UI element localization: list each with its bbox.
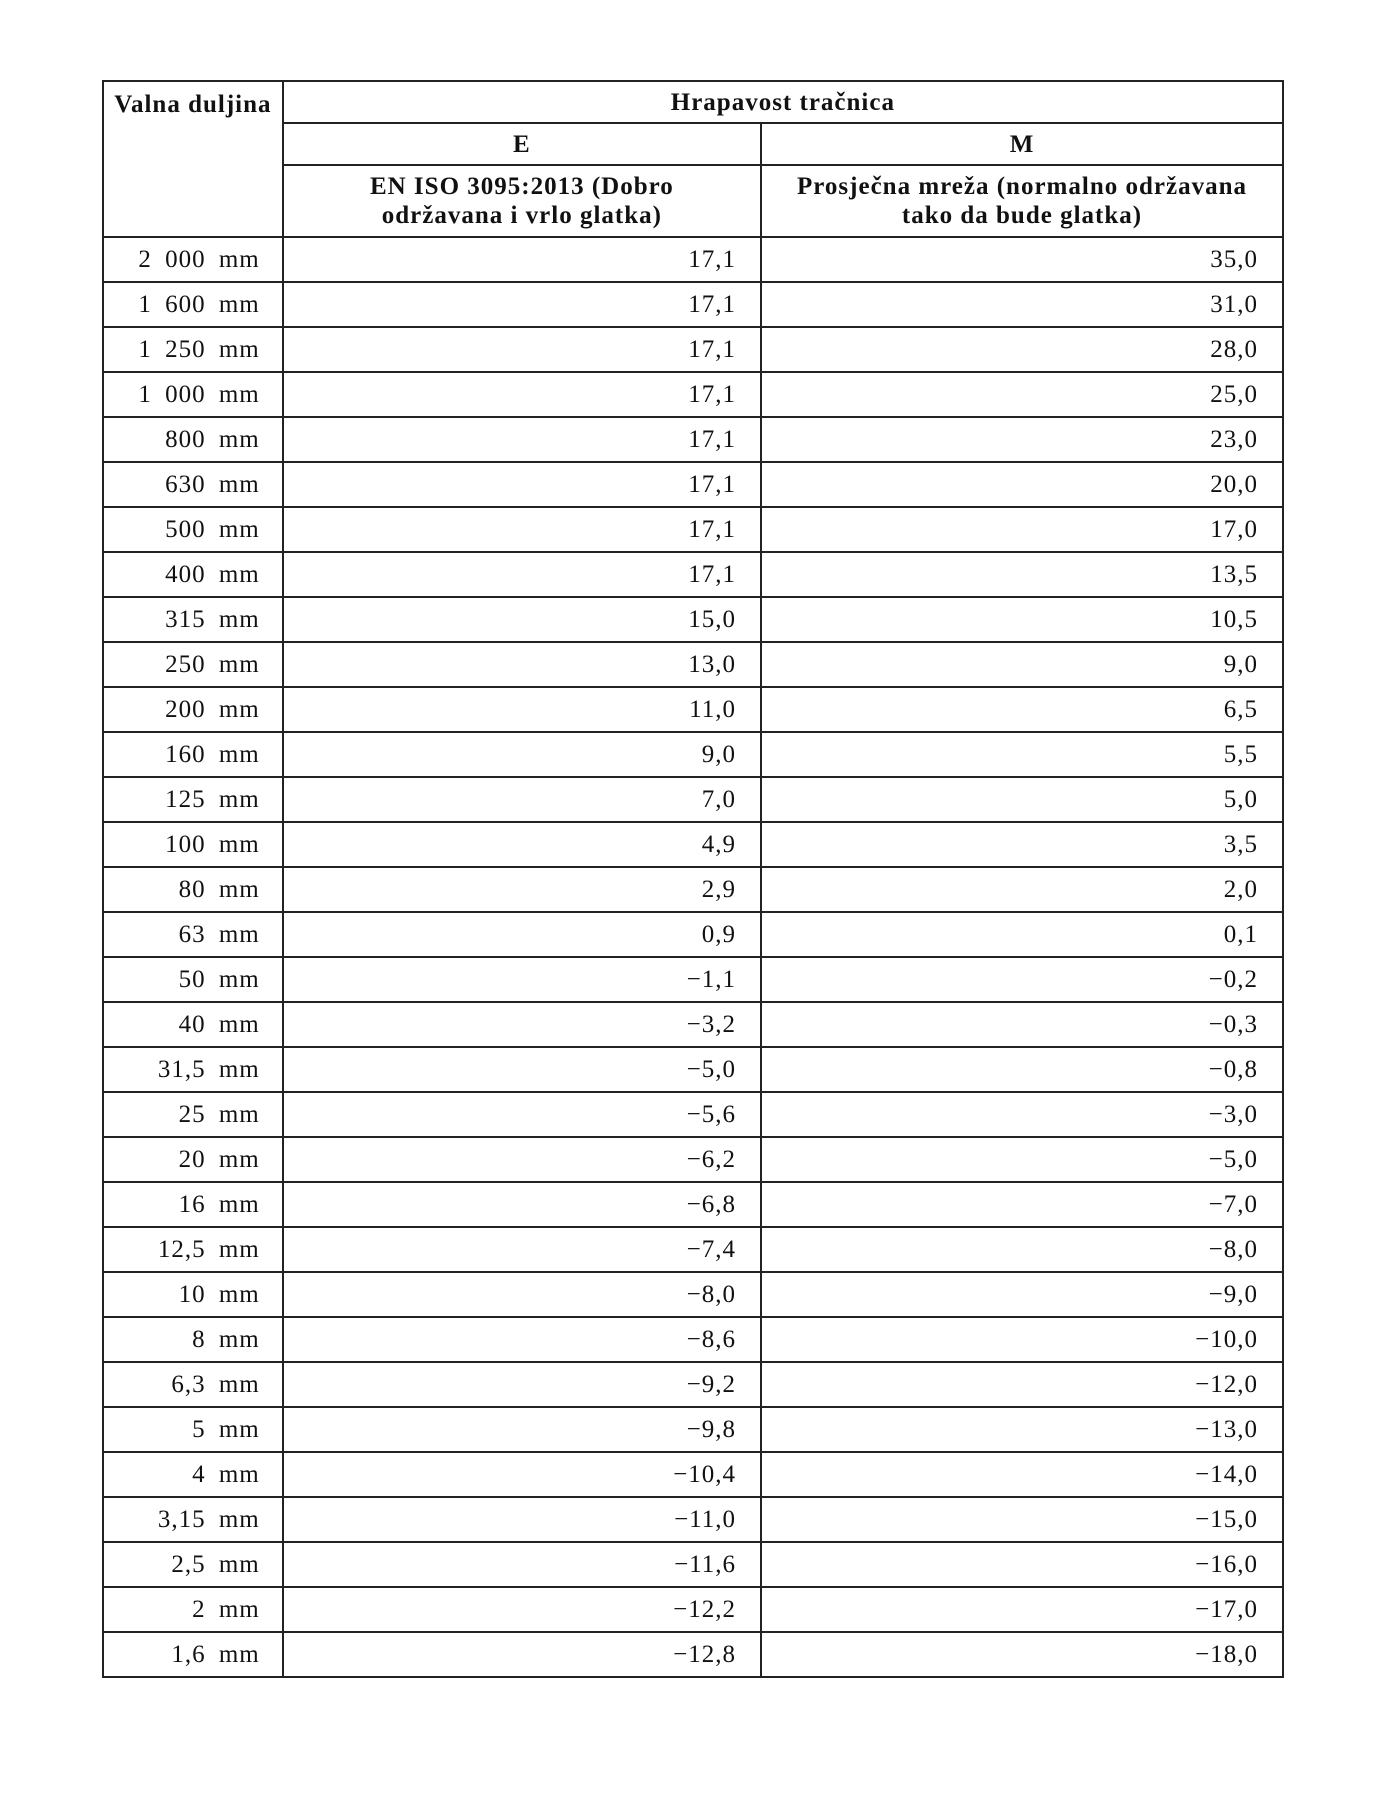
cell-m-value: −14,0 <box>761 1452 1283 1497</box>
cell-wavelength: 3,15 mm <box>103 1497 283 1542</box>
header-col-e: E <box>283 123 761 165</box>
cell-e-value: 17,1 <box>283 552 761 597</box>
table-row <box>103 1632 1283 1677</box>
cell-m-value: 10,5 <box>761 597 1283 642</box>
cell-e-value: −5,6 <box>283 1092 761 1137</box>
table-row <box>103 642 1283 687</box>
cell-m-value: −0,2 <box>761 957 1283 1002</box>
cell-e-value: −7,4 <box>283 1227 761 1272</box>
table-row <box>103 1272 1283 1317</box>
cell-e-value: 17,1 <box>283 507 761 552</box>
header-rail-roughness: Hrapavost tračnica <box>283 81 1283 123</box>
cell-e-value: −12,2 <box>283 1587 761 1632</box>
cell-e-value: −10,4 <box>283 1452 761 1497</box>
table-body <box>103 237 1283 1677</box>
cell-wavelength: 2 000 mm <box>103 237 283 282</box>
cell-m-value: 2,0 <box>761 867 1283 912</box>
table-row <box>103 462 1283 507</box>
cell-e-value: 7,0 <box>283 777 761 822</box>
cell-m-value: 9,0 <box>761 642 1283 687</box>
cell-e-value: −6,8 <box>283 1182 761 1227</box>
cell-m-value: −8,0 <box>761 1227 1283 1272</box>
table-row <box>103 912 1283 957</box>
cell-m-value: −17,0 <box>761 1587 1283 1632</box>
cell-e-value: 9,0 <box>283 732 761 777</box>
table-row <box>103 732 1283 777</box>
cell-wavelength: 630 mm <box>103 462 283 507</box>
cell-m-value: −3,0 <box>761 1092 1283 1137</box>
cell-e-value: −12,8 <box>283 1632 761 1677</box>
cell-wavelength: 315 mm <box>103 597 283 642</box>
cell-e-value: −8,6 <box>283 1317 761 1362</box>
cell-wavelength: 63 mm <box>103 912 283 957</box>
cell-wavelength: 10 mm <box>103 1272 283 1317</box>
cell-e-value: 13,0 <box>283 642 761 687</box>
cell-m-value: −18,0 <box>761 1632 1283 1677</box>
cell-e-value: 0,9 <box>283 912 761 957</box>
cell-e-value: 17,1 <box>283 327 761 372</box>
cell-m-value: 6,5 <box>761 687 1283 732</box>
table-row <box>103 1002 1283 1047</box>
cell-wavelength: 800 mm <box>103 417 283 462</box>
cell-m-value: 20,0 <box>761 462 1283 507</box>
cell-e-value: −5,0 <box>283 1047 761 1092</box>
table-row <box>103 1137 1283 1182</box>
header-col-m: M <box>761 123 1283 165</box>
cell-m-value: −16,0 <box>761 1542 1283 1587</box>
cell-e-value: −11,0 <box>283 1497 761 1542</box>
cell-e-value: −9,8 <box>283 1407 761 1452</box>
table-row <box>103 1452 1283 1497</box>
table-row <box>103 1542 1283 1587</box>
cell-e-value: 2,9 <box>283 867 761 912</box>
cell-e-value: 11,0 <box>283 687 761 732</box>
cell-wavelength: 125 mm <box>103 777 283 822</box>
table-row <box>103 1407 1283 1452</box>
cell-e-value: −11,6 <box>283 1542 761 1587</box>
table-row <box>103 1182 1283 1227</box>
cell-wavelength: 12,5 mm <box>103 1227 283 1272</box>
cell-wavelength: 1 250 mm <box>103 327 283 372</box>
table-row <box>103 1047 1283 1092</box>
cell-m-value: 28,0 <box>761 327 1283 372</box>
table-row <box>103 1227 1283 1272</box>
table-row <box>103 552 1283 597</box>
cell-wavelength: 200 mm <box>103 687 283 732</box>
cell-e-value: 17,1 <box>283 462 761 507</box>
cell-m-value: −5,0 <box>761 1137 1283 1182</box>
cell-m-value: −0,8 <box>761 1047 1283 1092</box>
cell-wavelength: 20 mm <box>103 1137 283 1182</box>
table-row <box>103 1092 1283 1137</box>
cell-m-value: 25,0 <box>761 372 1283 417</box>
cell-m-value: −10,0 <box>761 1317 1283 1362</box>
cell-m-value: 23,0 <box>761 417 1283 462</box>
cell-m-value: 31,0 <box>761 282 1283 327</box>
table-row <box>103 777 1283 822</box>
cell-m-value: 3,5 <box>761 822 1283 867</box>
header-col-e-desc: EN ISO 3095:2013 (Dobro održavana i vrlo glatka) <box>283 165 761 237</box>
cell-wavelength: 400 mm <box>103 552 283 597</box>
cell-e-value: 17,1 <box>283 282 761 327</box>
cell-e-value: −6,2 <box>283 1137 761 1182</box>
cell-wavelength: 16 mm <box>103 1182 283 1227</box>
cell-m-value: −0,3 <box>761 1002 1283 1047</box>
table-row <box>103 957 1283 1002</box>
cell-wavelength: 5 mm <box>103 1407 283 1452</box>
cell-m-value: −15,0 <box>761 1497 1283 1542</box>
cell-wavelength: 8 mm <box>103 1317 283 1362</box>
cell-m-value: 13,5 <box>761 552 1283 597</box>
header-wavelength: Valna duljina <box>103 81 283 237</box>
table-row <box>103 687 1283 732</box>
rail-roughness-table <box>102 80 1284 1678</box>
header-col-m-desc: Prosječna mreža (normalno održavana tako da bude glatka) <box>761 165 1283 237</box>
cell-e-value: 17,1 <box>283 372 761 417</box>
cell-m-value: 5,0 <box>761 777 1283 822</box>
cell-wavelength: 2 mm <box>103 1587 283 1632</box>
table-row <box>103 327 1283 372</box>
cell-m-value: 0,1 <box>761 912 1283 957</box>
table-row <box>103 417 1283 462</box>
cell-m-value: 5,5 <box>761 732 1283 777</box>
table-row <box>103 237 1283 282</box>
cell-m-value: −12,0 <box>761 1362 1283 1407</box>
cell-m-value: 35,0 <box>761 237 1283 282</box>
table-row <box>103 822 1283 867</box>
cell-wavelength: 80 mm <box>103 867 283 912</box>
cell-e-value: 15,0 <box>283 597 761 642</box>
cell-wavelength: 1 000 mm <box>103 372 283 417</box>
table-row <box>103 1362 1283 1407</box>
table-row <box>103 597 1283 642</box>
cell-wavelength: 31,5 mm <box>103 1047 283 1092</box>
cell-e-value: −1,1 <box>283 957 761 1002</box>
table-row <box>103 867 1283 912</box>
cell-wavelength: 500 mm <box>103 507 283 552</box>
table-row <box>103 282 1283 327</box>
cell-m-value: −9,0 <box>761 1272 1283 1317</box>
cell-wavelength: 25 mm <box>103 1092 283 1137</box>
table-row <box>103 372 1283 417</box>
cell-e-value: −3,2 <box>283 1002 761 1047</box>
table-row <box>103 1587 1283 1632</box>
cell-wavelength: 100 mm <box>103 822 283 867</box>
cell-wavelength: 1 600 mm <box>103 282 283 327</box>
cell-e-value: −9,2 <box>283 1362 761 1407</box>
cell-wavelength: 4 mm <box>103 1452 283 1497</box>
cell-e-value: −8,0 <box>283 1272 761 1317</box>
cell-m-value: 17,0 <box>761 507 1283 552</box>
table-row <box>103 1497 1283 1542</box>
cell-wavelength: 160 mm <box>103 732 283 777</box>
cell-e-value: 4,9 <box>283 822 761 867</box>
cell-wavelength: 50 mm <box>103 957 283 1002</box>
cell-e-value: 17,1 <box>283 237 761 282</box>
cell-wavelength: 250 mm <box>103 642 283 687</box>
cell-m-value: −7,0 <box>761 1182 1283 1227</box>
cell-m-value: −13,0 <box>761 1407 1283 1452</box>
cell-wavelength: 6,3 mm <box>103 1362 283 1407</box>
cell-e-value: 17,1 <box>283 417 761 462</box>
table-row <box>103 507 1283 552</box>
table-row <box>103 1317 1283 1362</box>
cell-wavelength: 40 mm <box>103 1002 283 1047</box>
cell-wavelength: 2,5 mm <box>103 1542 283 1587</box>
cell-wavelength: 1,6 mm <box>103 1632 283 1677</box>
